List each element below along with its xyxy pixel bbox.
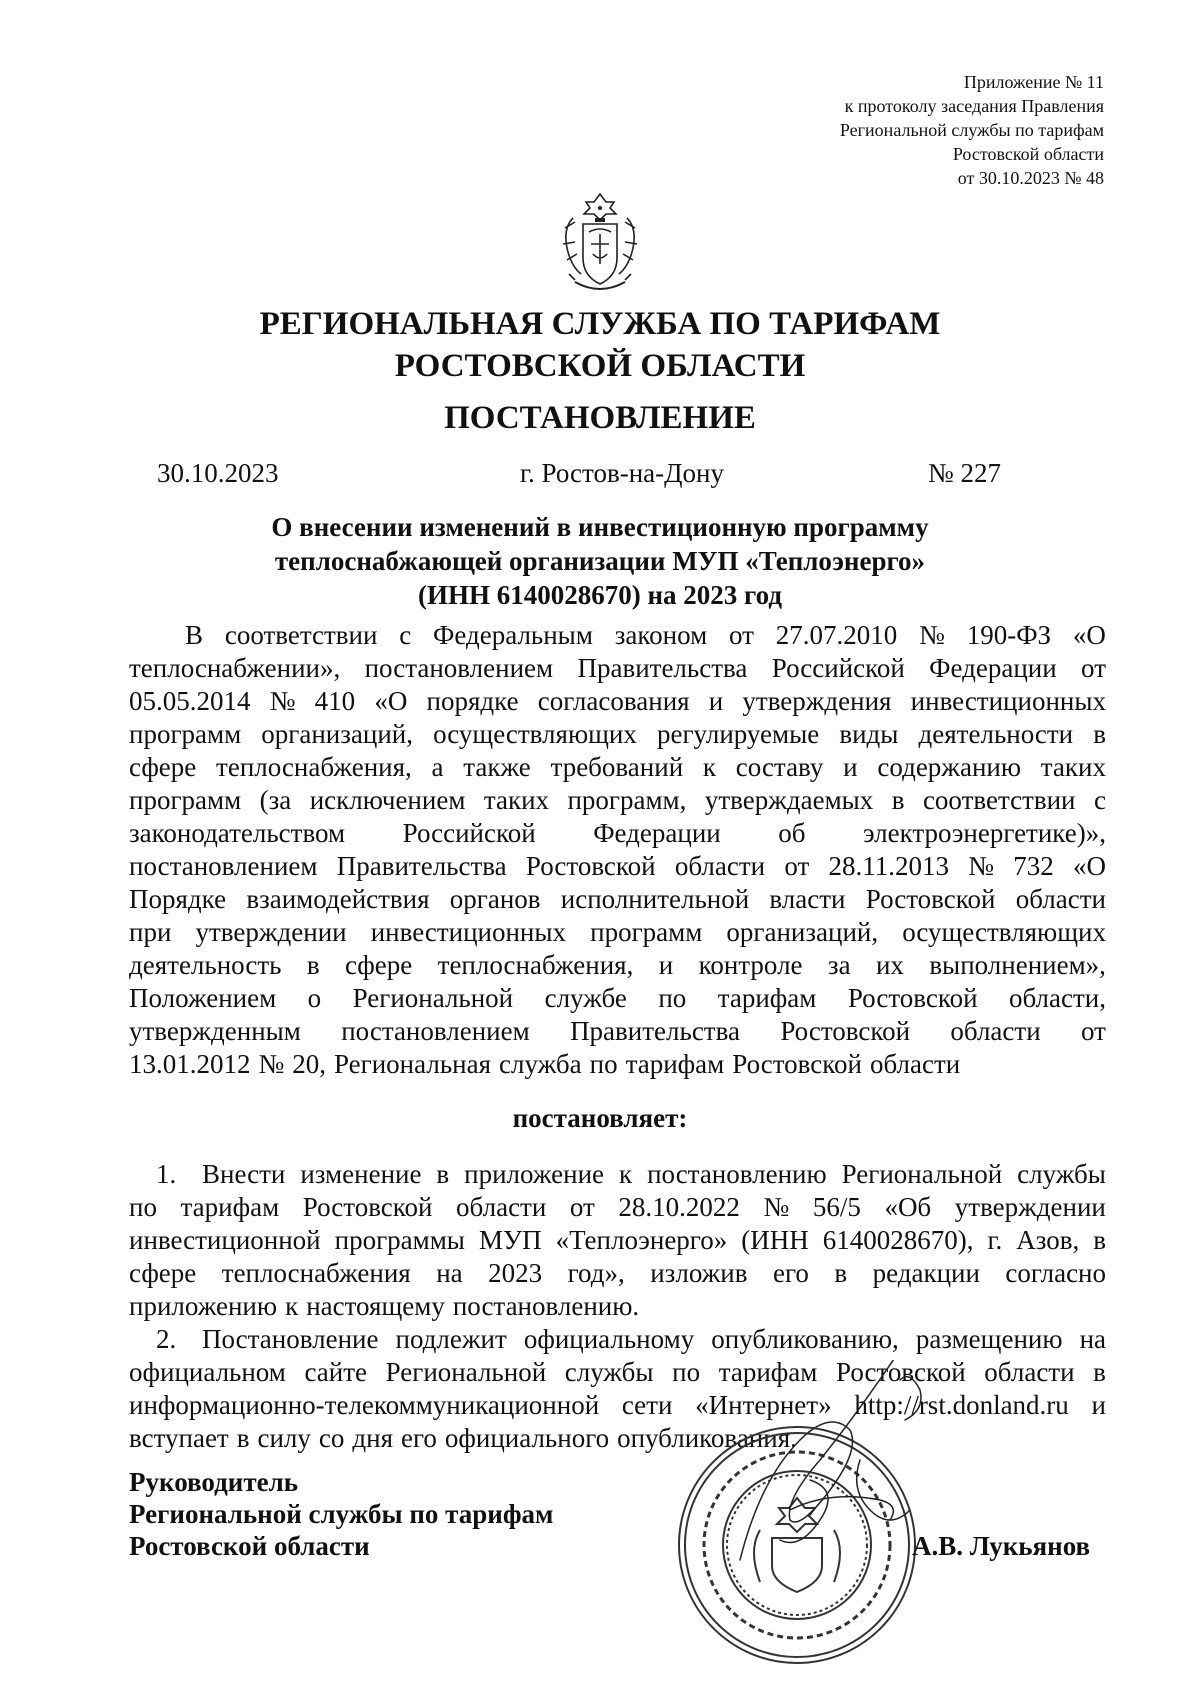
- organization-name-line2: РОСТОВСКОЙ ОБЛАСТИ: [394, 348, 806, 384]
- item-line: официальном сайте Региональной службы по тарифам Ростовской области в: [129, 1357, 1106, 1387]
- appendix-line: Ростовской области: [952, 144, 1104, 164]
- subject-line: О внесении изменений в инвестиционную программу: [271, 512, 929, 542]
- appendix-note: [840, 70, 1104, 190]
- subject-line: теплоснабжающей организации МУП «Теплоэнерго»: [274, 546, 926, 576]
- signatory-title-line: Руководитель: [129, 1467, 299, 1497]
- preamble-line: Порядке взаимодействия органов исполнительной власти Ростовской области: [129, 884, 1106, 914]
- preamble-line: деятельность в сфере теплоснабжения, и контроле за их выполнением»,: [129, 950, 1106, 980]
- signatory-title: [129, 1466, 553, 1562]
- preamble-line: утвержденным постановлением Правительства Ростовской области от: [129, 1016, 1106, 1046]
- subject-line: (ИНН 6140028670) на 2023 год: [417, 580, 782, 610]
- preamble-line: при утверждении инвестиционных программ организаций, осуществляющих: [129, 917, 1106, 947]
- item-line: Постановление подлежит официальному опубликованию, размещению на: [202, 1324, 1106, 1354]
- document-type: ПОСТАНОВЛЕНИЕ: [444, 400, 756, 436]
- document-date: 30.10.2023: [157, 458, 279, 488]
- item-line: информационно-телекоммуникационной сети «Интернет» http://rst.donland.ru и: [129, 1390, 1106, 1420]
- item-line: инвестиционной программы МУП «Теплоэнерго» (ИНН 6140028670), г. Азов, в: [129, 1225, 1106, 1255]
- organization-name-line1: РЕГИОНАЛЬНАЯ СЛУЖБА ПО ТАРИФАМ: [259, 306, 941, 342]
- signatory-title-line: Ростовской области: [129, 1531, 370, 1561]
- preamble-line: 05.05.2014 № 410 «О порядке согласования и утверждения инвестиционных: [129, 686, 1106, 716]
- document-subject: [0, 510, 1200, 612]
- appendix-line: Приложение № 11: [963, 72, 1104, 92]
- appendix-line: к протоколу заседания Правления: [844, 96, 1104, 116]
- item-line: вступает в силу со дня его официального опубликования.: [129, 1423, 797, 1453]
- preamble-line: теплоснабжении», постановлением Правительства Российской Федерации от: [129, 653, 1106, 683]
- item-line: по тарифам Ростовской области от 28.10.2022 № 56/5 «Об утверждении: [129, 1192, 1106, 1222]
- item-line: Внести изменение в приложение к постановлению Региональной службы: [202, 1159, 1106, 1189]
- document-number: № 227: [928, 458, 1002, 488]
- preamble-line: программ организаций, осуществляющих регулируемые виды деятельности в: [129, 719, 1106, 749]
- item-number: 1.: [156, 1159, 177, 1189]
- preamble-line: постановлением Правительства Ростовской области от 28.11.2013 № 732 «О: [129, 851, 1106, 881]
- signatory-name: А.В. Лукьянов: [912, 1531, 1091, 1561]
- signatory-title-line: Региональной службы по тарифам: [129, 1499, 554, 1529]
- item-line: сфере теплоснабжения на 2023 год», изложив его в редакции согласно: [129, 1258, 1106, 1288]
- item-number: 2.: [156, 1324, 177, 1354]
- preamble-line: программ (за исключением таких программ, утверждаемых в соответствии с: [129, 785, 1106, 815]
- appendix-line: Региональной службы по тарифам: [839, 120, 1104, 140]
- preamble-line: Положением о Региональной службе по тарифам Ростовской области,: [129, 983, 1106, 1013]
- coat-of-arms-icon: [555, 188, 645, 298]
- preamble-line: законодательством Российской Федерации об электроэнергетике)»,: [129, 818, 1106, 848]
- preamble-line: 13.01.2012 № 20, Региональная служба по тарифам Ростовской области: [129, 1049, 961, 1079]
- preamble-line: сфере теплоснабжения, а также требований к составу и содержанию таких: [129, 752, 1106, 782]
- decides-heading: постановляет:: [512, 1103, 688, 1133]
- item-line: приложению к настоящему постановлению.: [129, 1291, 640, 1321]
- document-city: г. Ростов-на-Дону: [520, 458, 725, 488]
- appendix-line: от 30.10.2023 № 48: [957, 168, 1104, 188]
- preamble-line: В соответствии с Федеральным законом от 27.07.2010 № 190-ФЗ «О: [185, 620, 1106, 650]
